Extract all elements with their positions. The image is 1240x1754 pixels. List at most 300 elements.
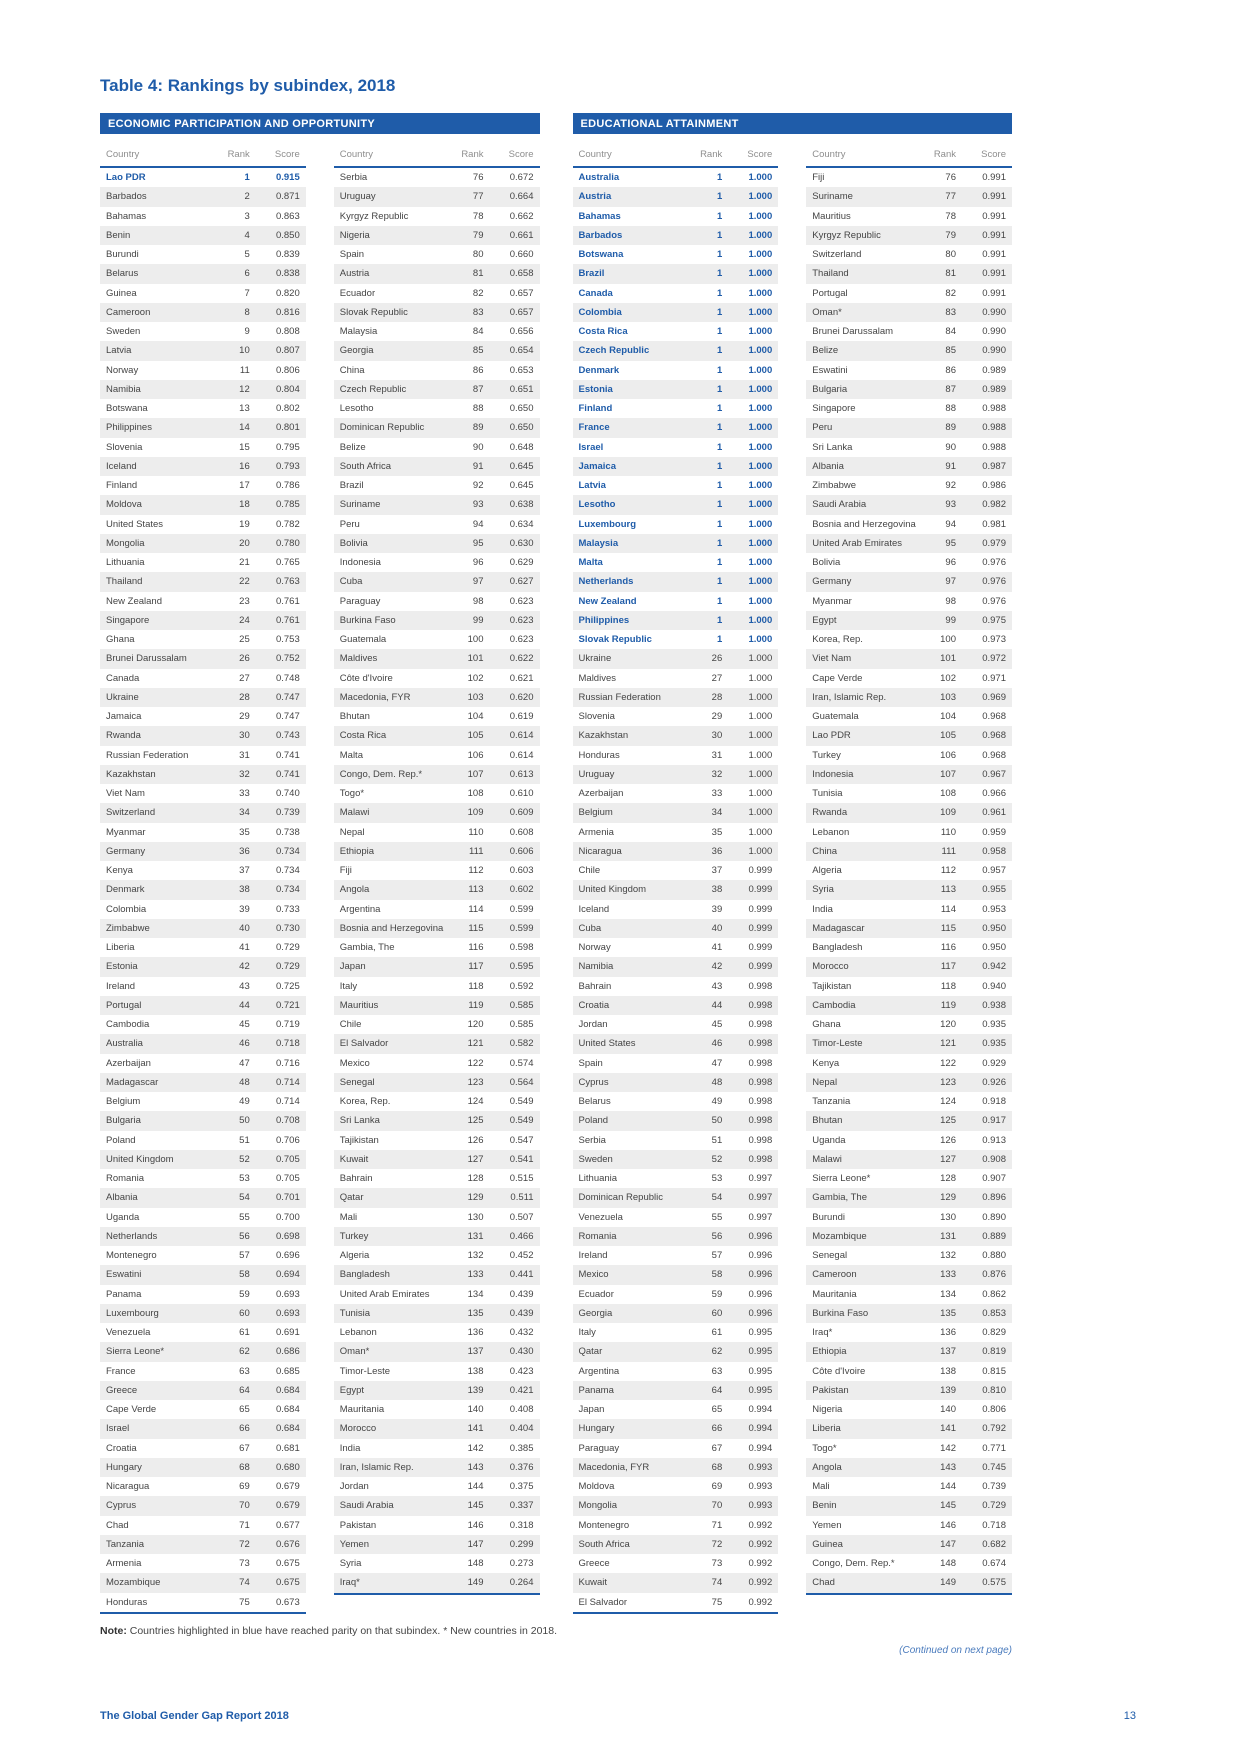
table-row — [806, 399, 1012, 418]
country-cell: United Arab Emirates — [812, 537, 903, 549]
country-cell: Belgium — [578, 807, 613, 819]
country-cell: Austria — [578, 191, 612, 203]
rank-cell: 107 — [940, 768, 956, 780]
country-cell: Paraguay — [339, 595, 381, 607]
country-cell: Kenya — [812, 1057, 840, 1069]
country-cell: Portugal — [812, 287, 848, 299]
table-row — [573, 1593, 779, 1612]
table-row — [100, 630, 306, 649]
score-cell: 0.629 — [509, 557, 534, 569]
country-cell: Korea, Rep. — [812, 634, 863, 646]
country-cell: Malta — [578, 557, 603, 569]
table-row — [334, 823, 540, 842]
country-cell: Japan — [339, 961, 366, 973]
score-cell: 0.992 — [748, 1538, 773, 1550]
rank-cell: 121 — [940, 1038, 956, 1050]
country-cell: Cameroon — [106, 306, 151, 318]
rank-cell: 148 — [940, 1558, 956, 1570]
score-cell: 0.998 — [748, 1038, 773, 1050]
score-cell: 0.995 — [748, 1365, 773, 1377]
rank-cell: 1 — [716, 345, 723, 357]
country-cell: Albania — [106, 1192, 138, 1204]
score-cell: 0.507 — [509, 1211, 534, 1223]
table-row — [334, 630, 540, 649]
score-cell: 0.958 — [982, 845, 1006, 857]
score-cell: 0.968 — [982, 730, 1006, 742]
rank-cell: 43 — [711, 980, 723, 992]
table-row — [100, 1554, 306, 1573]
score-cell: 0.620 — [509, 691, 534, 703]
score-cell: 1.000 — [748, 788, 773, 800]
country-cell: Uruguay — [339, 191, 376, 203]
table-row — [806, 1246, 1012, 1265]
table-row — [100, 861, 306, 880]
rank-cell: 147 — [940, 1538, 956, 1550]
score-cell: 0.701 — [275, 1192, 300, 1204]
table-row — [806, 803, 1012, 822]
country-cell: Madagascar — [812, 922, 865, 934]
country-cell: France — [578, 422, 610, 434]
table-row — [806, 341, 1012, 360]
country-cell: Cape Verde — [106, 1404, 157, 1416]
table-row — [806, 572, 1012, 591]
table-row — [806, 187, 1012, 206]
rank-cell: 77 — [472, 191, 484, 203]
score-cell: 0.982 — [982, 499, 1006, 511]
rank-cell: 1 — [716, 172, 723, 184]
country-cell: Sweden — [106, 326, 141, 338]
rank-cell: 119 — [940, 999, 956, 1011]
score-cell: 0.998 — [748, 1115, 773, 1127]
country-cell: Burkina Faso — [339, 614, 396, 626]
table-row — [573, 1419, 779, 1438]
country-cell: Hungary — [106, 1461, 142, 1473]
score-cell: 0.996 — [748, 1269, 773, 1281]
country-cell: Albania — [812, 460, 844, 472]
score-cell: 0.792 — [982, 1423, 1006, 1435]
rank-cell: 111 — [469, 845, 484, 857]
score-cell: 0.747 — [275, 711, 300, 723]
rank-cell: 84 — [472, 326, 484, 338]
score-cell: 0.318 — [509, 1519, 534, 1531]
score-cell: 0.994 — [748, 1404, 773, 1416]
score-cell: 0.603 — [509, 865, 534, 877]
rank-cell: 62 — [711, 1346, 723, 1358]
country-cell: Saudi Arabia — [812, 499, 867, 511]
table-row — [334, 996, 540, 1015]
table-row — [806, 880, 1012, 899]
rank-cell: 1 — [716, 249, 723, 261]
table-row — [806, 1227, 1012, 1246]
country-cell: India — [339, 1442, 361, 1454]
score-cell: 0.623 — [509, 595, 534, 607]
table-row — [100, 284, 306, 303]
score-cell: 0.656 — [509, 326, 534, 338]
rank-cell: 1 — [716, 268, 723, 280]
table-row — [100, 1535, 306, 1554]
country-cell: Ecuador — [578, 1288, 614, 1300]
country-cell: Spain — [339, 249, 365, 261]
country-cell: Malawi — [812, 1153, 842, 1165]
rank-cell: 74 — [239, 1577, 250, 1589]
table-row — [334, 399, 540, 418]
table-row — [334, 1285, 540, 1304]
table-row — [573, 592, 779, 611]
rank-cell: 48 — [239, 1076, 250, 1088]
score-cell: 0.385 — [509, 1442, 534, 1454]
rank-cell: 37 — [711, 865, 723, 877]
rank-cell: 134 — [940, 1288, 956, 1300]
rank-cell: 80 — [472, 249, 484, 261]
table-row — [573, 880, 779, 899]
score-cell: 0.708 — [275, 1115, 300, 1127]
rank-cell: 31 — [239, 749, 250, 761]
table-row — [573, 1015, 779, 1034]
table-row — [100, 649, 306, 668]
table-row — [100, 1208, 306, 1227]
table-row — [573, 784, 779, 803]
table-row — [573, 245, 779, 264]
table-row — [573, 1400, 779, 1419]
country-cell: Egypt — [339, 1384, 365, 1396]
score-cell: 0.988 — [982, 422, 1006, 434]
score-cell: 0.876 — [982, 1269, 1006, 1281]
table-row — [334, 572, 540, 591]
table-row — [573, 900, 779, 919]
rank-cell: 82 — [945, 287, 956, 299]
table-row — [806, 823, 1012, 842]
table-row — [806, 919, 1012, 938]
country-cell: Finland — [578, 403, 613, 415]
country-cell: Zimbabwe — [812, 480, 857, 492]
country-cell: United States — [106, 518, 164, 530]
country-cell: Honduras — [578, 749, 620, 761]
country-cell: Guinea — [812, 1538, 843, 1550]
country-cell: Korea, Rep. — [339, 1096, 391, 1108]
score-cell: 0.992 — [748, 1596, 773, 1608]
table-rows — [334, 168, 540, 1595]
score-cell: 0.441 — [509, 1269, 534, 1281]
rank-cell: 26 — [239, 653, 250, 665]
table-row — [334, 284, 540, 303]
score-cell: 0.988 — [982, 403, 1006, 415]
table-row — [334, 592, 540, 611]
score-cell: 1.000 — [748, 691, 773, 703]
table-row — [334, 746, 540, 765]
rank-cell: 51 — [711, 1134, 723, 1146]
country-cell: Netherlands — [578, 576, 634, 588]
rank-cell: 39 — [239, 903, 250, 915]
rank-cell: 1 — [716, 326, 723, 338]
table-row — [806, 226, 1012, 245]
rank-cell: 1 — [716, 518, 723, 530]
score-cell: 0.942 — [982, 961, 1006, 973]
score-cell: 0.806 — [275, 364, 300, 376]
table-row — [573, 707, 779, 726]
rank-cell: 146 — [467, 1519, 484, 1531]
table-row — [334, 957, 540, 976]
score-cell: 0.582 — [509, 1038, 534, 1050]
rank-cell: 8 — [244, 306, 250, 318]
score-cell: 0.706 — [275, 1134, 300, 1146]
country-cell: Malawi — [339, 807, 370, 819]
rank-cell: 122 — [467, 1057, 484, 1069]
table-row — [806, 688, 1012, 707]
country-cell: Cape Verde — [812, 672, 863, 684]
score-cell: 0.896 — [982, 1192, 1006, 1204]
table-row — [100, 726, 306, 745]
score-cell: 0.741 — [275, 768, 300, 780]
score-cell: 0.696 — [275, 1250, 300, 1262]
country-cell: Nigeria — [339, 229, 370, 241]
table-row — [100, 977, 306, 996]
rank-cell: 60 — [711, 1307, 723, 1319]
score-cell: 0.806 — [982, 1404, 1006, 1416]
table-row — [100, 515, 306, 534]
score-cell: 1.000 — [748, 557, 773, 569]
country-cell: Egypt — [812, 614, 837, 626]
rank-cell: 130 — [467, 1211, 484, 1223]
rank-cell: 77 — [945, 191, 956, 203]
country-cell: Switzerland — [106, 807, 156, 819]
table-row — [806, 1015, 1012, 1034]
country-cell: Italy — [578, 1327, 596, 1339]
table-row — [100, 1477, 306, 1496]
country-cell: Oman* — [339, 1346, 370, 1358]
rank-cell: 1 — [716, 537, 723, 549]
rank-cell: 59 — [239, 1288, 250, 1300]
country-cell: Hungary — [578, 1423, 615, 1435]
table-row — [334, 1342, 540, 1361]
score-cell: 0.999 — [748, 903, 773, 915]
country-cell: Montenegro — [578, 1519, 630, 1531]
score-cell: 0.606 — [509, 845, 534, 857]
rank-cell: 1 — [716, 306, 723, 318]
table-row — [806, 1073, 1012, 1092]
score-cell: 0.998 — [748, 1153, 773, 1165]
score-cell: 0.610 — [509, 788, 534, 800]
table-row — [334, 1554, 540, 1573]
rank-cell: 131 — [940, 1230, 956, 1242]
table-row — [100, 1419, 306, 1438]
table-row — [334, 187, 540, 206]
column-header-country: Country — [106, 149, 140, 160]
table-row — [100, 1246, 306, 1265]
country-cell: Botswana — [578, 249, 624, 261]
country-cell: United States — [578, 1038, 636, 1050]
score-cell: 0.645 — [509, 480, 534, 492]
rank-cell: 30 — [239, 730, 250, 742]
table-row — [806, 1285, 1012, 1304]
table-row — [100, 1381, 306, 1400]
score-cell: 0.672 — [509, 172, 534, 184]
score-cell: 0.657 — [509, 287, 534, 299]
score-cell: 0.871 — [275, 191, 300, 203]
country-cell: China — [339, 364, 365, 376]
rank-cell: 143 — [940, 1461, 956, 1473]
table-row — [573, 1477, 779, 1496]
score-cell: 0.862 — [982, 1288, 1006, 1300]
score-cell: 0.973 — [982, 634, 1006, 646]
rank-cell: 63 — [711, 1365, 723, 1377]
score-cell: 0.991 — [982, 191, 1006, 203]
subcolumn-2 — [806, 143, 1012, 1614]
rank-cell: 50 — [239, 1115, 250, 1127]
score-cell: 0.938 — [982, 999, 1006, 1011]
score-cell: 1.000 — [748, 306, 773, 318]
table-row — [100, 842, 306, 861]
country-cell: Maldives — [578, 672, 616, 684]
table-row — [100, 534, 306, 553]
rank-cell: 106 — [467, 749, 484, 761]
rank-cell: 123 — [467, 1076, 484, 1088]
table-row — [573, 476, 779, 495]
score-cell: 0.432 — [509, 1327, 534, 1339]
table-row — [806, 1516, 1012, 1535]
rank-cell: 56 — [711, 1230, 723, 1242]
rank-cell: 85 — [472, 345, 484, 357]
score-cell: 0.810 — [982, 1384, 1006, 1396]
rank-cell: 64 — [239, 1384, 250, 1396]
rank-cell: 138 — [940, 1365, 956, 1377]
country-cell: Brazil — [578, 268, 605, 280]
table-row — [573, 1246, 779, 1265]
rank-cell: 74 — [711, 1577, 723, 1589]
rank-cell: 61 — [711, 1327, 723, 1339]
score-cell: 0.657 — [509, 306, 534, 318]
rank-cell: 32 — [711, 768, 723, 780]
country-cell: El Salvador — [339, 1038, 389, 1050]
table-row — [334, 977, 540, 996]
rank-cell: 82 — [472, 287, 484, 299]
table-row — [100, 207, 306, 226]
rank-cell: 136 — [940, 1327, 956, 1339]
score-cell: 0.793 — [275, 460, 300, 472]
rank-cell: 14 — [239, 422, 250, 434]
country-cell: Ghana — [106, 634, 135, 646]
rank-cell: 113 — [940, 884, 956, 896]
rank-cell: 81 — [945, 268, 956, 280]
table-row — [806, 1573, 1012, 1592]
rank-cell: 7 — [244, 287, 250, 299]
score-cell: 0.975 — [982, 614, 1006, 626]
country-cell: Bulgaria — [106, 1115, 141, 1127]
table-row — [100, 168, 306, 187]
rank-cell: 64 — [711, 1384, 723, 1396]
rank-cell: 93 — [945, 499, 956, 511]
table-row — [806, 1554, 1012, 1573]
score-cell: 0.700 — [275, 1211, 300, 1223]
rank-cell: 1 — [716, 441, 723, 453]
table-row — [806, 765, 1012, 784]
table-row — [334, 1208, 540, 1227]
table-row — [573, 361, 779, 380]
country-cell: Uganda — [106, 1211, 140, 1223]
score-cell: 0.853 — [982, 1307, 1006, 1319]
country-cell: Sierra Leone* — [812, 1173, 871, 1185]
country-cell: Azerbaijan — [578, 788, 624, 800]
rank-cell: 85 — [945, 345, 956, 357]
score-cell: 0.972 — [982, 653, 1006, 665]
score-cell: 0.816 — [275, 306, 300, 318]
country-cell: Myanmar — [106, 826, 146, 838]
rank-cell: 78 — [945, 210, 956, 222]
rank-cell: 40 — [239, 922, 250, 934]
country-cell: Ukraine — [578, 653, 612, 665]
rank-cell: 97 — [472, 576, 484, 588]
rank-cell: 9 — [244, 326, 250, 338]
score-cell: 0.645 — [509, 460, 534, 472]
rank-cell: 55 — [711, 1211, 723, 1223]
score-cell: 0.408 — [509, 1404, 534, 1416]
country-cell: Lithuania — [106, 557, 145, 569]
table-row — [100, 572, 306, 591]
rank-cell: 27 — [239, 672, 250, 684]
country-cell: Chad — [812, 1577, 835, 1589]
country-cell: Croatia — [106, 1442, 137, 1454]
table-row — [573, 1073, 779, 1092]
table-rows — [573, 168, 779, 1614]
score-cell: 0.863 — [275, 210, 300, 222]
rank-cell: 110 — [940, 826, 956, 838]
rank-cell: 34 — [239, 807, 250, 819]
table-row — [573, 1362, 779, 1381]
table-row — [573, 1227, 779, 1246]
table-row — [100, 938, 306, 957]
rank-cell: 67 — [711, 1442, 723, 1454]
table-row — [573, 1265, 779, 1284]
score-cell: 0.661 — [509, 229, 534, 241]
table-row — [100, 1439, 306, 1458]
score-cell: 0.795 — [275, 441, 300, 453]
country-cell: Lesotho — [339, 403, 374, 415]
score-cell: 0.808 — [275, 326, 300, 338]
rank-cell: 66 — [711, 1423, 723, 1435]
country-cell: Liberia — [106, 942, 135, 954]
country-cell: Canada — [578, 287, 613, 299]
table-row — [806, 303, 1012, 322]
country-cell: South Africa — [578, 1538, 630, 1550]
rank-cell: 142 — [940, 1442, 956, 1454]
score-cell: 0.375 — [509, 1481, 534, 1493]
rank-cell: 86 — [472, 364, 484, 376]
table-row — [573, 746, 779, 765]
table-row — [806, 861, 1012, 880]
score-cell: 0.653 — [509, 364, 534, 376]
table-row — [806, 418, 1012, 437]
table-row — [334, 803, 540, 822]
table-row — [100, 919, 306, 938]
score-cell: 0.547 — [509, 1134, 534, 1146]
rank-cell: 15 — [239, 441, 250, 453]
table-row — [806, 495, 1012, 514]
score-cell: 0.763 — [275, 576, 300, 588]
rank-cell: 13 — [239, 403, 250, 415]
country-cell: Russian Federation — [578, 691, 661, 703]
country-cell: Bahamas — [578, 210, 621, 222]
column-header-score: Score — [981, 149, 1006, 160]
country-cell: Iran, Islamic Rep. — [339, 1461, 414, 1473]
table-row — [806, 1496, 1012, 1515]
score-cell: 0.918 — [982, 1096, 1006, 1108]
rank-cell: 143 — [467, 1461, 484, 1473]
score-cell: 0.630 — [509, 537, 534, 549]
subcolumn-2 — [334, 143, 540, 1614]
table-row — [334, 1265, 540, 1284]
rank-cell: 2 — [244, 191, 250, 203]
rank-cell: 125 — [940, 1115, 956, 1127]
country-cell: Sierra Leone* — [106, 1346, 165, 1358]
